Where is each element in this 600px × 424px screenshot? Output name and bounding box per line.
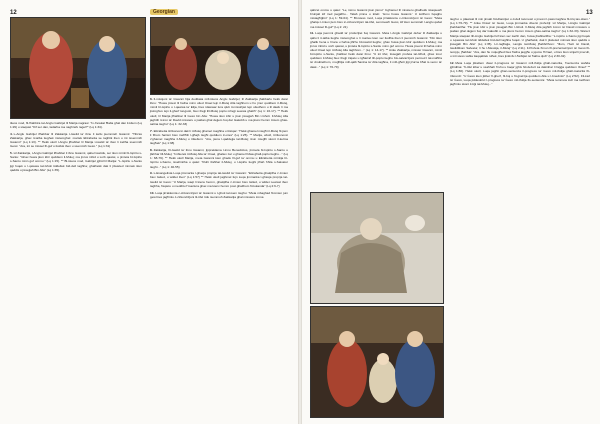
item-text: L-Anglu Gabrijel ifhabbar lil Zakkarija t-twelid ta' ibnu li kellu jsemmieh Gwanni: "Tibzax Zakkarija, ghax it-talba tieghek instemghet: martek Elizabetta se taghtik iben u int issemmih Gwanni" (Lq 1:13). ** Hekk ukoll l-Anglu jfhabbar lil Marija t-twelid ta' iben li kellha ssemmih Gesù: "Ara, int se tnissel fil-guf u ikollok iben u ssemmih Gesù." (Lq 1:31) [10, 131, 142, 149]
paragraph: qabzet ommu u qalet: "Le, isimu Gwanni jkun jismu" Il-ghamel lil missieru ghalhekk istaqsewh b'sinjali kif ried jsejjaħlu... Talab pinna u kiteb: 'Ismu huwa Gwanni.' U kollhom bqaghu mistagħġbin" (Lq 1: 59-64). ** Bl-istess mod, Luqa jirrakkonta c-cirkoncizjoni ta' Gesù: "Meta ghalqu t-tmien jiem biex ic-cirkoncizjoni tat-tifel, semmewh Gesù, kif kien semmieh l-anglu qabel ma tnissel fil-guf" (Lq 2: 21) [310, 8, 442, 29]
nativity-painting-image [150, 17, 290, 95]
item-text: Luqa jirrakkonta c-cirkoncizjoni ta' Gwanni u l-ghoti tal-isem tieghu: "Meta mbaghad fit-tmien jum gew biex jagħmlu ċ-ċirkonċiżjoni lit-tifel ridu isemmuh Zakkarija ghal missieru imma [150, 190, 288, 199]
georgian-logo: Georgian [150, 9, 178, 15]
item-number: 10. [150, 190, 155, 195]
left-page [0, 0, 298, 424]
paragraph: titess mod, fil-fhabbira tal-Anglu Gabrijel lil Marija nagraw: "Ix-Xewkat Ɓalta ghal dan il-kliem (Lq 1:29) u staqsiet "Kif ser dan, ladarba ma naghrafx ragel?" (Lq 1:34). [10, 121, 142, 130]
item-number: 11. [310, 31, 315, 36]
item-text: Lil Zakkarija, l-Anglu Gabrijel ifhabbar li ibnu Gwanni, qabel twelidu, ser ikun mimli bl-Ispirtu s-Santu: "Ghax huwa jkun kbir quddiem il-Mulej; ma jixrux inbid u xorb qawwi, u jimtela bl-Ispirtu s-Santu minn guf ommu." (Lq 1:15). ** Bl-istess mod, Gabrijel jghid lil Marija: "L-Ispirtu s-Santu jigi fuqek u l-qawwa tal-Gholi tiddellek bid-dell taghha; ghalhekk dak li jitwieled minnek ikun qaddis u jissejjah Bin Alla" (Lq 1:35). [10, 151, 142, 172]
item-text: L-Evangelista Luqa jimmarka l-ghaxja proprja tat-twelid ta' Gwanni: "Elizabetta ghalqilha z-zmien biex twiled, u wildet iben" (Lq 1:57) ** Hekk ukoll jaghmel fejn Luqa jimmarka l-ghaxja proprja tat-twelid ta' Gesù: "U Marija, waqt li kienu hemm, ghalqilha z-zmien biex twiled, u wildet l-ewwel iben taghha, fisqietu u medditu f'maxtura ghax ma kienx hemm post ghalihom fil-lukanda" (Lq 2:6-7) [150, 171, 288, 188]
item-number: 6. [150, 97, 153, 101]
item-number: 12. [450, 61, 455, 66]
item-text: Il-missjoni ta' Gwanni hija dedikata mill-istess Anglu Gabrijel; lil Zakkarija jhabbarlu hekk dwar ibnu: "Huwa jmiexi lil hafna minn ulied Izrael lejn il-Mulej Alla taghhom u hu jmur quddiem il-Mulej, mimli bl-ispirtu u l-qawwa ta' Elija, biex idawwar lura qlub il-missirijiet lejn uliedhom u lil dawk li ma jisimghux lejn il-gherf tal-gusti, biex ihejji lill-Mulej poplu mhejji sewwa ghalih" (Lq 1: 16-17). ** Hekk ukoll, lil Marija jfhabbar lil Gesù bin Alla: "Huwa ikun kbir u jkun jissejjah Bin l-Gholi. Il-Mulej Alla jaghtih it-tron ta' David missieru u jsaltan ghal dejjem fuq dar Gakobb u ma jkunx hemm tmiem ghas-saltna tieghu" (Lq 1: 32-33) [150, 97, 288, 126]
list-item [310, 31, 442, 68]
annunciation-painting-image [10, 17, 146, 119]
item-text: Meta Luqa jitkellem dwar il-progress ta' Gwanni mill-tfulija ghall-maturita, f'sentenza wahda jghidilna: "It-tifel kiber u ssahhah f'ruhu u baqa' jghix fid-deżert sa dakinhar li faġġa quddiem Iżrael" ** (Lq 1:80). Hekk ukoll, Luqa jaghti ghan-sentenza il-progress ta' Gesù mit-tfulija ghall-maturità fit-riferenzi: "U Ġesù kien jikber fl-gherf, fil-boj u fil-grazzja quddiem Alla u l-bnedmin" (Lq 2:52). Fil-każ ta' Ġesù, Luqa jiddeskrivi l-progress ta' Ġesù mit-tfulija fis-sentenza: "Meta temmew kull ma kellhom jagħmlu skont il-liġi tal-Mulej..." [450, 61, 590, 86]
item-text: Elizabetta tirrikonoxxi dak li l-Mulej ghamel maghha u ttistqar: "Hekk ghamel miegħi il-Mulej fil-jiem li fihom harisni biex ineħħili l-għajb tiegħi quddiem in-nies" (Lq 1:25). ** Marija, wkoll, tirrikonoxxi x'ghamel maghha il-Mulej u titkellem: "Ara, jiena l-qaddejja tal-Mulej; ikun miegħi skont il-kelma tiegħek" (Lq 1:38) [150, 128, 288, 146]
list-item [150, 148, 288, 169]
list-item [150, 171, 288, 188]
right-column-c [310, 8, 442, 188]
right-page [302, 0, 600, 424]
item-text: Luqa jsemmi ghadd ta' profezijiet fuq Gwanni. Meta l-Anglu Gabrijel deher lil Zakkarija u qallu li it-talba tieghu instemghet u li marteu kien ser ikollha iben li jsemmih Gwanni: "Din tkun ghalik hena u hrara u hafna jifirhu bit-twelid tieghu; ghax huwa jkun kbir quddiem il-Mulej; ma jixrux inbid u xorb qawwi, u jimtela bl-Ispirtu s-Santu minn guf ommu. Huwa jmexxi lil hafna minn ulied Izrael lejn il-Mulej Alla taghhom..." (Lq 1: 14-17). ** Anke Zakkarija, missier Gwanni, mimli bl-Ispirtu s-Santu, jhabbar hekk dwar ibnu: "U int tifel, tissejjah profeta tal-Għoli, ghax tmur quddiem il-Mulej biex thejji triqatu u tgħarraf lill-poplu tieghu bis-salvazzjoni permezz tal-maħfra ta' dnubiethom, mogħtija mill-qalb ħanina ta' Alla tagħna, li mill-għoli jiġi jżurna bħal ix-xemx ta' dawl..." (Lq 1: 76-79) [310, 31, 442, 69]
right-column-d [450, 17, 590, 417]
holy-family-painting-image [310, 306, 444, 418]
item-number: 5. [10, 151, 13, 156]
paragraph: tieghu: u jdawwal lil min jinsab fid-dlamijiet u d-dell tal-mewt u jmexxi l-passi taghna fit-triq tas-sliem." (Lq 1:76-79). ** Anke fil-kaz ta' Gesù, Luqa jimmarka diversi profeziji: Lil Marija, l-Anglu Gabrijel jhabbarilha: "Hu jkun kbir u jkun jissejjah Bin l-Gholi. Il-Mulej Alla jaghtih it-tron ta' David missieru u jsaltan ghal dejjem fuq dar Gakobb u ma jkunx hemm tmiem ghas-saltna tieghu" (Lq 1:32-33). Wara li Marija staqsiet lill-Anglu Gabrijel kif kien ser isehh dan, huwa jhabbarilha: "L-Ispirtu s-Santu jigi fuqek u l-qawwa tal-Gholi tiddellek bid-dell taghha fuqek. U ghalhekk, dak li jitwieled minnek ikun qaddis u jissejjah Bin Alla" (Lq 1:35). Lir-ragħajja, l-anglu tal-Mulej jħabbrilhom: "Illum, f'belt ta' David, twelidilkom Salvatur, li hu l-Messija, il-Mulej" (Lq 2:11). Il-Profeta Xmun fil-preżentazzjoni ta' Gesù fit-tempju, jħabbar: "Ara, dan hu mqiegħed biex ħafna jaqgħu u jqumu f'Iżrael, u biex ikun sinjal li jmeruh, u inti stess xabla ttaqqablek ruħek, biex jinkixfu l-ħsibijiet ta' ħafna qlub" (Lq 2:30-32) [450, 17, 590, 59]
item-number: 9. [150, 171, 153, 176]
list-item [10, 132, 142, 149]
figure-painting-image [310, 192, 444, 304]
list-item [150, 191, 288, 199]
list-item [150, 97, 288, 126]
list-item [450, 61, 590, 86]
left-column-b [150, 97, 288, 419]
page-number-left: 12 [10, 10, 17, 16]
item-number: 4. [10, 131, 13, 136]
item-number: 8. [150, 147, 153, 152]
item-text: Zakkarija, fit-twelid ta' ibnu Gwanni, jippreklama l-innu Benedictus, jinmela bl-Ispirtu s-Santu u jfahhar lill-Mulej: "Imbierek il-Mulej Alla ta' Izrael, ghaliex zar u ghamel fidwa ghall-poplu tieghu..." (Lq 1: 68-79). ** Hekk ukoll Marija, meta Gwanni kien ghadu fil-guf ta' ommu u Elizabetta mimlija bl-Ispirtu s-Santu, issellmitha u qalet: "Ruhi tfahhar il-Mulej, u l-ispirtu tieghi jifrah f'Alla s-Salvatur tieghi..." (Lq 1: 46-55) [150, 147, 288, 169]
list-item [10, 151, 142, 172]
page-number-right: 13 [586, 10, 593, 16]
item-number: 7. [150, 128, 153, 133]
left-column-a [10, 121, 142, 417]
list-item [150, 129, 288, 146]
